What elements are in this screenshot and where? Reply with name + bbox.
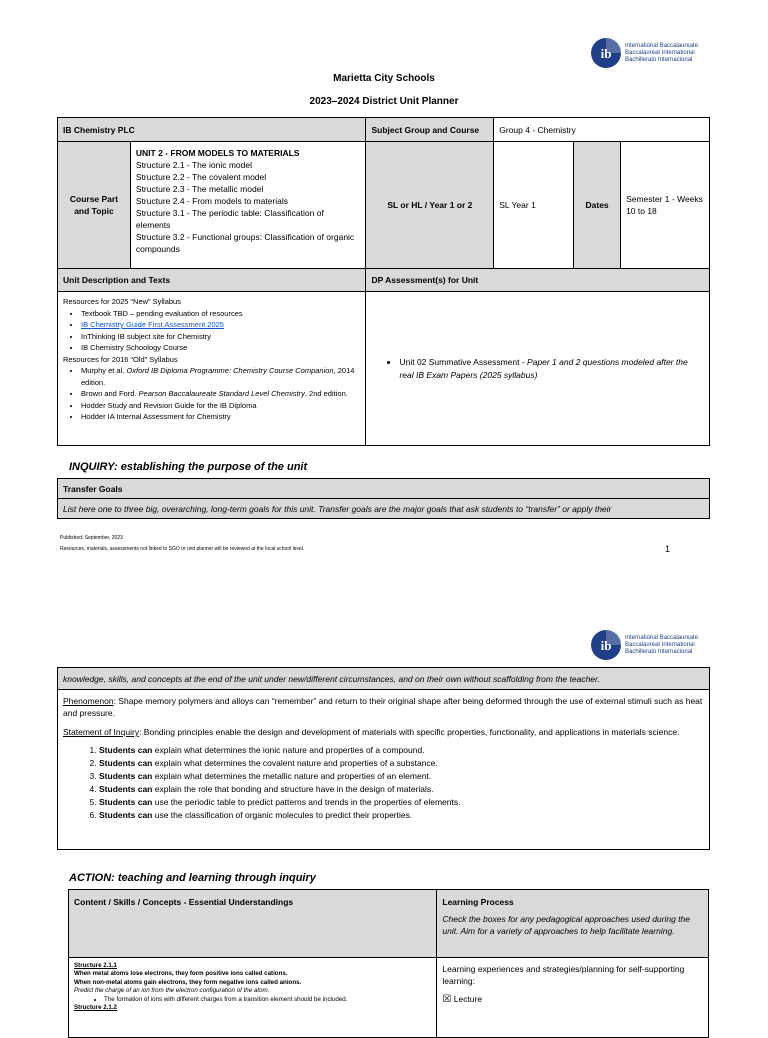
statement-of-inquiry: Statement of Inquiry: Bonding principles enable the design and development of materials with specific properties, functionality, and applications in materials science. (63, 727, 680, 737)
logo-line: Bachillerato Internacional (625, 648, 693, 655)
transfer-goals-text-cont: knowledge, skills, and concepts at the end of the unit under new/different circumstances, and on their own without scaffolding from the teacher. (58, 668, 710, 690)
topic-item: Structure 3.2 - Functional groups: Classification of organic compounds (135, 232, 355, 254)
svg-text:ib: ib (600, 638, 612, 653)
level-value: SL Year 1 (494, 142, 574, 269)
learning-goal: 5. Students can use the periodic table to predict patterns and trends in the properties of elements. (99, 796, 704, 809)
resource-item: • Murphy et al. Oxford IB Diploma Programme: Chemistry Course Companion, 2014 edition. (81, 365, 360, 388)
content-sublist (74, 996, 431, 1004)
assessment-list (371, 356, 704, 382)
learning-goals-list (63, 744, 704, 822)
subject-value: Group 4 - Chemistry (494, 118, 710, 142)
logo-line: Bachillerato Internacional (625, 56, 693, 63)
transfer-goals-table (57, 478, 710, 519)
ib-logo-icon (590, 37, 622, 69)
content-line: Predict the charge of an ion from the electron configuration of the atom. (74, 987, 270, 995)
topic-item: Structure 2.4 - From models to materials (135, 196, 289, 206)
resource-item: • Hodder Study and Revision Guide for the IB Diploma (81, 400, 360, 412)
ib-logo (590, 37, 698, 69)
resources-2016-heading: Resources for 2016 “Old” Syllabus (63, 354, 178, 364)
learning-goal: 6. Students can use the classification of organic molecules to predict their properties. (99, 809, 704, 822)
dates-label: Dates (574, 142, 621, 269)
resource-item: • IB Chemistry Schoology Course (81, 342, 360, 354)
content-skills-header: Content / Skills / Concepts - Essential Understandings (69, 890, 437, 958)
learning-goal: 2. Students can explain what determines the covalent nature and properties of a substance. (99, 757, 704, 770)
footer-note: Resources, materials, assessments not linked to SGO or unit planner will be reviewed at the local school level. (60, 546, 305, 552)
org-name: Marietta City Schools (333, 73, 435, 84)
learning-goal: 1. Students can explain what determines the ionic nature and properties of a compound. (99, 744, 704, 757)
lecture-option[interactable] (442, 993, 703, 1006)
lecture-label: Lecture (453, 994, 483, 1004)
action-heading: ACTION: teaching and learning through inquiry (69, 872, 316, 884)
unit-desc-label: Unit Description and Texts (58, 269, 366, 292)
content-line: When metal atoms lose electrons, they form positive ions called cations. (74, 970, 288, 978)
subject-label: Subject Group and Course (366, 118, 494, 142)
content-cell (69, 958, 437, 1038)
ib-logo-icon (590, 629, 622, 661)
assessment-label: DP Assessment(s) for Unit (366, 269, 710, 292)
phenomenon: Phenomenon: Shape memory polymers and alloys can “remember” and return to their original shape after being deformed through the use of external stimuli such as heat and pressure. (63, 696, 703, 718)
topic-item: Structure 2.1 - The ionic model (135, 160, 252, 170)
resource-item: • InThinking IB subject site for Chemistry (81, 331, 360, 343)
learning-process-header-cell (437, 890, 709, 958)
resources-2016-list (63, 365, 360, 423)
dates-value: Semester 1 - Weeks 10 to 18 (621, 142, 710, 269)
logo-line: Baccalauréat International (625, 49, 695, 56)
resources-2025-list (63, 308, 360, 354)
structure-212-label: Structure 2.1.2 (74, 1004, 117, 1012)
svg-text:ib: ib (600, 46, 612, 61)
learning-goal: 4. Students can explain the role that bonding and structure have in the design of materials. (99, 783, 704, 796)
content-line: When non-metal atoms gain electrons, they form negative ions called anions. (74, 978, 302, 986)
lecture-checkbox[interactable]: ☒ (442, 994, 452, 1005)
course-part-label: Course Part and Topic (58, 142, 131, 269)
action-table (68, 889, 709, 1038)
inquiry-body-cell (58, 690, 710, 850)
assessment-item: • Unit 02 Summative Assessment - Paper 1 and 2 questions modeled after the real IB Exam Papers (2025 syllabus) (399, 356, 704, 382)
course-topics-cell (130, 142, 366, 269)
resource-item: • Hodder IA Internal Assessment for Chemistry (81, 411, 360, 423)
doc-title: 2023–2024 District Unit Planner (309, 96, 459, 107)
learning-process-note: Check the boxes for any pedagogical approaches used during the unit. Aim for a variety of approaches to help facilitate learning. (442, 914, 691, 936)
unit-title: UNIT 2 - FROM MODELS TO MATERIALS (135, 148, 300, 158)
structure-211-label: Structure 2.1.1 (74, 962, 117, 969)
inquiry-continued-table (57, 667, 710, 850)
topic-item: Structure 3.1 - The periodic table: Classification of elements (135, 208, 324, 230)
learning-goal: 3. Students can explain what determines the metallic nature and properties of an element. (99, 770, 704, 783)
logo-line: Baccalauréat International (625, 641, 695, 648)
page-number: 1 (665, 544, 671, 554)
resource-item (81, 319, 360, 331)
logo-line: International Baccalaureate (625, 42, 699, 49)
topic-item: Structure 2.3 - The metallic model (135, 184, 264, 194)
published-date: Published: September, 2023 (60, 535, 123, 541)
transfer-goals-label: Transfer Goals (58, 479, 710, 499)
content-subitem: • The formation of ions with different charges from a transition element should be included. (104, 996, 431, 1004)
transfer-goals-text: List here one to three big, overarching, long-term goals for this unit. Transfer goals are the major goals that ask students to “transfer” or apply their (58, 499, 710, 519)
ib-logo (590, 629, 698, 661)
resources-2025-heading: Resources for 2025 “New” Syllabus (63, 297, 181, 306)
chemistry-guide-link[interactable]: IB Chemistry Guide First Assessment 2025 (81, 320, 224, 329)
logo-line: International Baccalaureate (625, 634, 699, 641)
learning-process-header: Learning Process (442, 897, 514, 907)
assessment-cell (366, 292, 710, 446)
plc-label: IB Chemistry PLC (58, 118, 366, 142)
unit-info-table (57, 117, 710, 446)
learning-process-cell (437, 958, 709, 1038)
level-label: SL or HL / Year 1 or 2 (366, 142, 494, 269)
resources-cell (58, 292, 366, 446)
learning-experiences-text: Learning experiences and strategies/planning for self-supporting learning: (442, 964, 685, 986)
resource-item: • Brown and Ford. Pearson Baccalaureate Standard Level Chemistry, 2nd edition. (81, 388, 360, 400)
resource-item: • Textbook TBD – pending evaluation of resources (81, 308, 360, 320)
topic-item: Structure 2.2 - The covalent model (135, 172, 267, 182)
inquiry-heading: INQUIRY: establishing the purpose of the unit (69, 461, 308, 473)
